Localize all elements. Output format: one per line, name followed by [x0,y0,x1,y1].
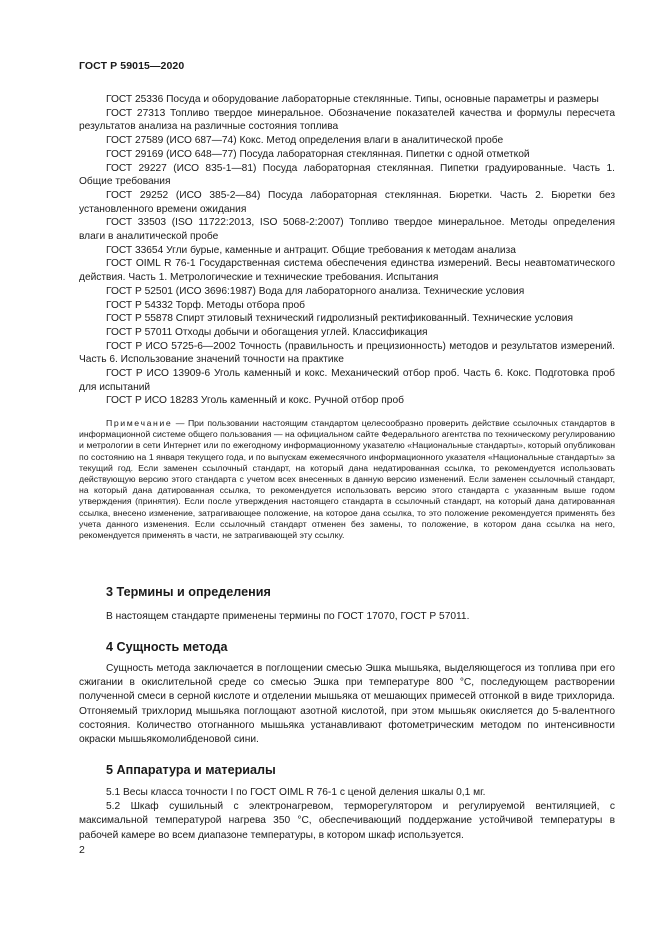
reference-item: ГОСТ OIML R 76-1 Государственная система обеспечения единства измерений. Весы неавтоматического действия. Часть 1. Метрологические и технические требования. Испытания [79,258,615,284]
reference-item: ГОСТ 25336 Посуда и оборудование лабораторные стеклянные. Типы, основные параметры и размеры [106,94,599,105]
reference-item: ГОСТ 33503 (ISO 11722:2013, ISO 5068-2:2007) Топливо твердое минеральное. Методы определения влаги в аналитической пробе [79,217,615,243]
reference-item: ГОСТ Р 54332 Торф. Методы отбора проб [106,299,305,311]
normative-references-list [79,93,615,408]
section-3-body [79,610,615,624]
document-header: ГОСТ Р 59015—2020 [79,60,185,72]
section-5-body [79,786,615,843]
reference-item: ГОСТ Р 52501 (ИСО 3696:1987) Вода для лабораторного анализа. Технические условия [106,285,525,297]
note-text: — При пользовании настоящим стандартом целесообразно проверить действие ссылочных стандартов в информационной системе общего пользования — на официальном сайте Федерального агентства по техническому регулированию и метрологии в сети Интернет или по ежегодному информационному указателю «Национальные стандарты», который опубликован по состоянию на 1 января текущего года, и по выпускам ежемесячного информационного указателя «Национальные стандарты» за текущий год. Если заменен ссылочный стандарт, на который дана недатированная ссылка, то рекомендуется использовать действующую версию этого стандарта с учетом всех внесенных в данную версию изменений. Если заменен ссылочный стандарт, на который дана датированная ссылка, то рекомендуется использовать версию этого стандарта с указанным выше годом утверждения (принятия). Если после утверждения настоящего стандарта в ссылочный стандарт, на который дана датированная ссылка, внесено изменение, затрагивающее положение, на которое дана ссылка, то это положение рекомендуется применять без учета данного изменения. Если ссылочный стандарт отменен без замены, то положение, в котором дана ссылка на него, рекомендуется применять в части, не затрагивающей эту ссылку. [79,418,615,541]
section-3-title: 3 Термины и определения [106,585,271,599]
reference-item: ГОСТ Р ИСО 5725-6—2002 Точность (правильность и прецизионность) методов и результатов измерений. Часть 6. Использование значений точности на практике [79,340,615,366]
note-paragraph [79,418,615,541]
reference-item: ГОСТ 27313 Топливо твердое минеральное. Обозначение показателей качества и формулы пересчета результатов анализа на различные состояния топлива [79,107,615,133]
section-5-item: 5.1 Весы класса точности I по ГОСТ OIML R 76-1 с ценой деления шкалы 0,1 мг. [106,787,486,798]
section-4-title: 4 Сущность метода [106,640,228,654]
reference-item: ГОСТ 29169 (ИСО 648—77) Посуда лабораторная стеклянная. Пипетки с одной отметкой [106,148,530,160]
reference-item: ГОСТ Р 55878 Спирт этиловый технический гидролизный ректификованный. Технические условия [106,313,574,325]
page-number: 2 [79,844,85,856]
reference-item: ГОСТ Р 57011 Отходы добычи и обогащения углей. Классификация [106,326,428,338]
section-4-text: Сущность метода заключается в поглощении смесью Эшка мышьяка, выделяющегося из топлива при его сжигании в окислительной среде со смесью Эшка при температуре 800 °С, последующем растворении полученной смеси в серной кислоте и отделении мышьяка от мешающих примесей отгонкой в виде трихлорида. Отгоняемый трихлорид мышьяка поглощают азотной кислотой, при этом мышьяк окисляется до 5-валентного состояния. Количество отогнанного мышьяка устанавливают фотометрическим методом по интенсивности окраски мышьякомолибденовой сини. [79,663,615,746]
note-block [79,418,615,541]
reference-item: ГОСТ Р ИСО 18283 Уголь каменный и кокс. Ручной отбор проб [106,395,404,407]
reference-item: ГОСТ 27589 (ИСО 687—74) Кокс. Метод определения влаги в аналитической пробе [106,135,504,147]
reference-item: ГОСТ 33654 Угли бурые, каменные и антрацит. Общие требования к методам анализа [106,244,516,256]
note-label: Примечание [106,418,173,428]
section-5-title: 5 Аппаратура и материалы [106,763,276,777]
reference-item: ГОСТ Р ИСО 13909-6 Уголь каменный и кокс. Механический отбор проб. Часть 6. Кокс. Подготовка проб для испытаний [79,368,615,393]
reference-item: ГОСТ 29252 (ИСО 385-2—84) Посуда лабораторная стеклянная. Бюретки. Часть 2. Бюретки без установленного времени ожидания [79,189,615,215]
reference-item: ГОСТ 29227 (ИСО 835-1—81) Посуда лабораторная стеклянная. Пипетки градуированные. Часть 1. Общие требования [79,162,615,188]
section-3-text: В настоящем стандарте применены термины по ГОСТ 17070, ГОСТ Р 57011. [106,611,470,622]
section-5-item: 5.2 Шкаф сушильный с электронагревом, терморегулятором и регулируемой вентиляцией, с максимальной температурой нагрева 350 °С, обеспечивающий поддержание устойчивой температуры в рабочей камере во всем диапазоне температуры, в котором шкаф используется. [79,801,615,841]
section-4-body [79,662,615,747]
